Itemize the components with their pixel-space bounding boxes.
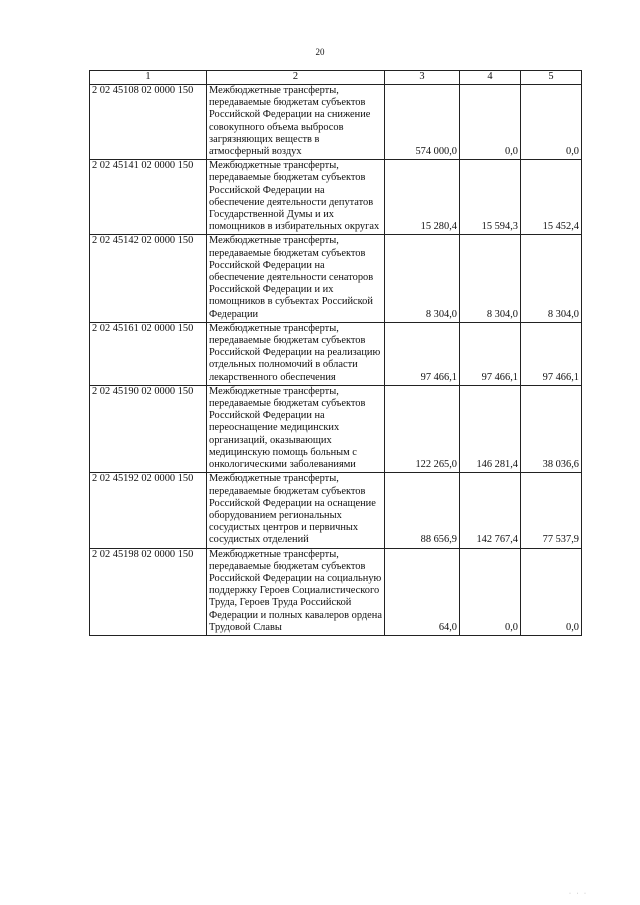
value-col-5: 0,0 <box>521 85 582 160</box>
value-col-3: 8 304,0 <box>385 235 460 322</box>
transfer-name: Межбюджетные трансферты, передаваемые бюджетам субъектов Российской Федерации на обеспечение деятельности сенаторов Российской Федерации и их помощников в субъектах Российской Федерации <box>207 235 385 322</box>
budget-code: 2 02 45198 02 0000 150 <box>90 548 207 635</box>
value-col-3: 88 656,9 <box>385 473 460 548</box>
value-col-5: 97 466,1 <box>521 322 582 385</box>
column-header-1: 1 <box>90 71 207 85</box>
table-row <box>90 548 582 635</box>
column-header-3: 3 <box>385 71 460 85</box>
column-header-4: 4 <box>460 71 521 85</box>
value-col-5: 0,0 <box>521 548 582 635</box>
value-col-4: 0,0 <box>460 85 521 160</box>
budget-code: 2 02 45108 02 0000 150 <box>90 85 207 160</box>
transfer-name: Межбюджетные трансферты, передаваемые бюджетам субъектов Российской Федерации на снижение совокупного объема выбросов загрязняющих веществ в атмосферный воздух <box>207 85 385 160</box>
transfer-name: Межбюджетные трансферты, передаваемые бюджетам субъектов Российской Федерации на оснащение оборудованием региональных сосудистых центров и первичных сосудистых отделений <box>207 473 385 548</box>
value-col-5: 77 537,9 <box>521 473 582 548</box>
value-col-3: 574 000,0 <box>385 85 460 160</box>
scan-artifact: · · · <box>569 891 588 897</box>
value-col-4: 15 594,3 <box>460 160 521 235</box>
table-row <box>90 85 582 160</box>
value-col-3: 122 265,0 <box>385 385 460 472</box>
transfer-name: Межбюджетные трансферты, передаваемые бюджетам субъектов Российской Федерации на переоснащение медицинских организаций, оказывающих медицинскую помощь больным с онкологическими заболеваниями <box>207 385 385 472</box>
value-col-5: 8 304,0 <box>521 235 582 322</box>
transfer-name: Межбюджетные трансферты, передаваемые бюджетам субъектов Российской Федерации на обеспечение деятельности депутатов Государственной Думы и их помощников в избирательных округах <box>207 160 385 235</box>
transfer-name: Межбюджетные трансферты, передаваемые бюджетам субъектов Российской Федерации на реализацию отдельных полномочий в области лекарственного обеспечения <box>207 322 385 385</box>
value-col-5: 15 452,4 <box>521 160 582 235</box>
budget-table <box>89 70 582 636</box>
value-col-4: 146 281,4 <box>460 385 521 472</box>
table-row <box>90 235 582 322</box>
transfer-name: Межбюджетные трансферты, передаваемые бюджетам субъектов Российской Федерации на социальную поддержку Героев Социалистического Труда, Героев Труда Российской Федерации и полных кавалеров ордена Трудовой Славы <box>207 548 385 635</box>
table-row <box>90 385 582 472</box>
column-header-5: 5 <box>521 71 582 85</box>
value-col-4: 0,0 <box>460 548 521 635</box>
table-row <box>90 160 582 235</box>
value-col-3: 97 466,1 <box>385 322 460 385</box>
value-col-4: 142 767,4 <box>460 473 521 548</box>
table-row <box>90 322 582 385</box>
budget-code: 2 02 45190 02 0000 150 <box>90 385 207 472</box>
table-row <box>90 473 582 548</box>
column-header-2: 2 <box>207 71 385 85</box>
budget-code: 2 02 45161 02 0000 150 <box>90 322 207 385</box>
budget-code: 2 02 45141 02 0000 150 <box>90 160 207 235</box>
page-number: 20 <box>315 47 325 57</box>
header-row <box>90 71 582 85</box>
value-col-3: 64,0 <box>385 548 460 635</box>
value-col-5: 38 036,6 <box>521 385 582 472</box>
value-col-3: 15 280,4 <box>385 160 460 235</box>
budget-code: 2 02 45192 02 0000 150 <box>90 473 207 548</box>
budget-code: 2 02 45142 02 0000 150 <box>90 235 207 322</box>
value-col-4: 8 304,0 <box>460 235 521 322</box>
value-col-4: 97 466,1 <box>460 322 521 385</box>
